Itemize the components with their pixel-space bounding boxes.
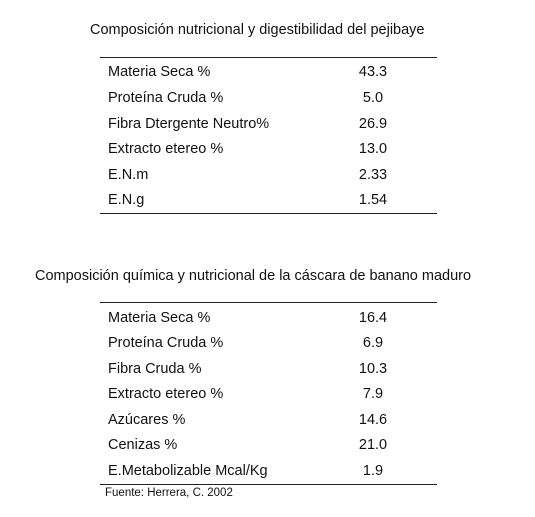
row-value: 21.0 (358, 437, 388, 453)
row-value: 1.54 (358, 192, 388, 208)
table1-row (100, 167, 437, 193)
row-value: 13.0 (358, 141, 388, 157)
row-value: 2.33 (358, 167, 388, 183)
table2-row (100, 310, 437, 336)
row-label: E.N.m (108, 167, 149, 183)
row-value: 14.6 (358, 412, 388, 428)
row-value: 43.3 (358, 64, 388, 80)
row-label: Extracto etereo % (108, 141, 224, 157)
table1-row (100, 192, 437, 218)
source-note: Fuente: Herrera, C. 2002 (105, 487, 233, 499)
row-value: 16.4 (358, 310, 388, 326)
row-value: 5.0 (362, 90, 384, 106)
row-label: E.N.g (108, 192, 145, 208)
row-value: 1.9 (362, 463, 384, 479)
table2-top-rule (100, 302, 437, 303)
table2-row (100, 463, 437, 489)
row-label: Materia Seca % (108, 310, 211, 326)
row-label: Fibra Dtergente Neutro% (108, 116, 270, 132)
row-label: Fibra Cruda % (108, 361, 202, 377)
table2-row (100, 361, 437, 387)
table1-row (100, 64, 437, 90)
table2-bottom-rule (100, 484, 437, 485)
row-label: Materia Seca % (108, 64, 211, 80)
table1-row (100, 116, 437, 142)
table2-row (100, 412, 437, 438)
table1-row (100, 141, 437, 167)
row-value: 6.9 (362, 335, 384, 351)
row-label: Proteína Cruda % (108, 335, 224, 351)
row-value: 10.3 (358, 361, 388, 377)
row-label: Azúcares % (108, 412, 186, 428)
table2-title: Composición química y nutricional de la cáscara de banano maduro (35, 268, 472, 284)
table2-row (100, 437, 437, 463)
table2-row (100, 386, 437, 412)
table1-row (100, 90, 437, 116)
row-label: Extracto etereo % (108, 386, 224, 402)
table1-bottom-rule (100, 213, 437, 214)
table2-row (100, 335, 437, 361)
table1-title: Composición nutricional y digestibilidad del pejibaye (90, 22, 425, 38)
row-value: 7.9 (362, 386, 384, 402)
row-label: Proteína Cruda % (108, 90, 224, 106)
row-value: 26.9 (358, 116, 388, 132)
table1-top-rule (100, 57, 437, 58)
row-label: E.Metabolizable Mcal/Kg (108, 463, 268, 479)
row-label: Cenizas % (108, 437, 178, 453)
